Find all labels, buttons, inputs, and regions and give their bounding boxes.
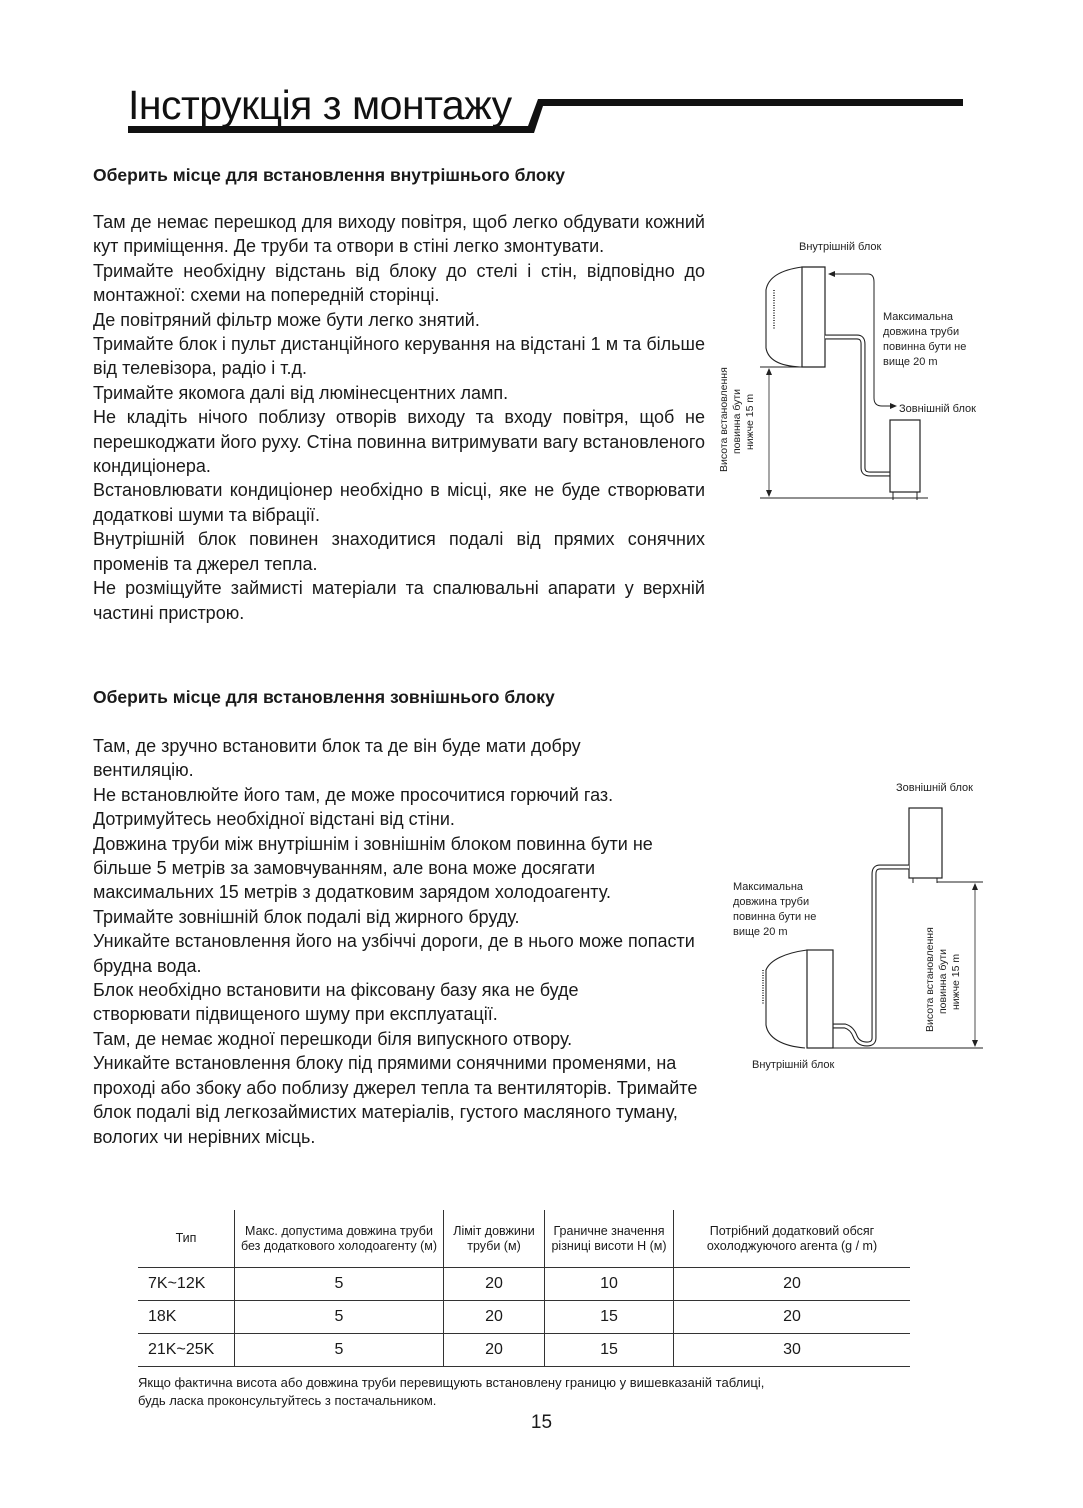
paragraph: Там, де немає жодної перешкоди біля випускного отвору. bbox=[93, 1028, 573, 1049]
diagram-pipe-note: Максимальна довжина труби повинна бути не вище 20 m bbox=[883, 311, 967, 368]
outdoor-section-heading: Оберить місце для встановлення зовнішнього блоку bbox=[93, 687, 555, 707]
paragraph: Тримайте необхідну відстань від блоку до стелі і стін, відповідно до монтажної: схеми на попередній сторінці. bbox=[93, 260, 705, 306]
indoor-section-heading: Оберить місце для встановлення внутрішнього блоку bbox=[93, 165, 566, 185]
outdoor-section-body bbox=[93, 734, 713, 1149]
cell-max-length: 5 bbox=[235, 1334, 444, 1367]
cell-height-limit: 15 bbox=[545, 1301, 674, 1334]
page-number: 15 bbox=[530, 1412, 553, 1433]
paragraph: Тримайте якомога далі від люмінесцентних ламп. bbox=[93, 382, 509, 403]
table-footnote bbox=[138, 1374, 764, 1410]
page-header bbox=[128, 82, 968, 142]
column-header-length-limit: Ліміт довжини труби (м) bbox=[444, 1210, 545, 1268]
paragraph: Там, де зручно встановити блок та де він буде мати добру вентиляцію. bbox=[93, 736, 581, 781]
paragraph: Блок необхідно встановити на фіксовану базу яка не буде створювати підвищеного шуму при експлуатації. bbox=[93, 980, 579, 1025]
diagram-outdoor-label: Зовнішній блок bbox=[899, 403, 976, 415]
paragraph: Уникайте встановлення його на узбіччі дороги, де в нього може попасти брудна вода. bbox=[93, 931, 695, 976]
paragraph: Не кладіть нічого поблизу отворів виходу та входу повітря, щоб не перешкоджати його руху. Стіна повинна витримувати вагу встановленого кондиціонера. bbox=[93, 407, 705, 477]
table-row bbox=[138, 1301, 910, 1334]
cell-extra-refrigerant: 20 bbox=[674, 1268, 911, 1301]
paragraph: Де повітряний фільтр може бути легко знятий. bbox=[93, 309, 480, 330]
page-title: Інструкція з монтажу bbox=[128, 82, 512, 128]
paragraph: Тримайте зовнішній блок подалі від жирного бруду. bbox=[93, 906, 520, 927]
diagram-outdoor-label: Зовнішній блок bbox=[896, 782, 973, 794]
cell-max-length: 5 bbox=[235, 1301, 444, 1334]
table-header-row bbox=[138, 1210, 910, 1268]
cell-length-limit: 20 bbox=[444, 1334, 545, 1367]
paragraph: Там де немає перешкод для виходу повітря, щоб легко обдувати кожний кут приміщення. Де труби та отвори в стіні легко змонтувати. bbox=[93, 212, 705, 257]
cell-height-limit: 15 bbox=[545, 1334, 674, 1367]
cell-height-limit: 10 bbox=[545, 1268, 674, 1301]
outdoor-installation-diagram bbox=[700, 770, 1000, 1080]
cell-type: 18K bbox=[138, 1301, 235, 1334]
cell-type: 7K~12K bbox=[138, 1268, 235, 1301]
paragraph: Тримайте блок і пульт дистанційного керування на відстані 1 м та більше від телевізора, радіо і т.д. bbox=[93, 334, 705, 379]
diagram-indoor-label: Внутрішній блок bbox=[752, 1059, 835, 1071]
column-header-max-length: Макс. допустима довжина труби без додаткового холодоагенту (м) bbox=[235, 1210, 444, 1268]
column-header-type: Тип bbox=[138, 1210, 235, 1268]
diagram-pipe-note: Максимальна довжина труби повинна бути не вище 20 m bbox=[733, 881, 817, 938]
cell-extra-refrigerant: 30 bbox=[674, 1334, 911, 1367]
table-row bbox=[138, 1334, 910, 1367]
footnote-line: Якщо фактична висота або довжина труби перевищують встановлену границю у вишевказаній таблиці, bbox=[138, 1375, 765, 1390]
footnote-line: будь ласка проконсультуйтесь з постачальником. bbox=[138, 1393, 437, 1408]
diagram-height-note: Висота встановлення повинна бути нижче 15 m bbox=[924, 927, 962, 1032]
cell-length-limit: 20 bbox=[444, 1268, 545, 1301]
cell-type: 21K~25K bbox=[138, 1334, 235, 1367]
paragraph: Не розміщуйте займисті матеріали та спалювальні апарати у верхній частині пристрою. bbox=[93, 578, 705, 623]
pipe-spec-table bbox=[138, 1210, 910, 1367]
paragraph: Довжина труби між внутрішнім і зовнішнім блоком повинна бути не більше 5 метрів за замовчуванням, але вона може досягати максимальних 15 метрів з додатковим зарядом холодоагенту. bbox=[93, 833, 653, 903]
cell-max-length: 5 bbox=[235, 1268, 444, 1301]
paragraph: Внутрішній блок повинен знаходитися подалі від прямих сонячних променів та джерел тепла. bbox=[93, 529, 705, 574]
diagram-indoor-label: Внутрішній блок bbox=[799, 241, 882, 253]
indoor-section-body bbox=[93, 210, 705, 625]
paragraph: Не встановлюйте його там, де може просочитися горючий газ. bbox=[93, 784, 614, 805]
cell-extra-refrigerant: 20 bbox=[674, 1301, 911, 1334]
diagram-height-note: Висота встановлення повинна бути нижче 15 m bbox=[718, 367, 756, 472]
column-header-extra-refrigerant: Потрібний додатковий обсяг охолоджуючого агента (g / m) bbox=[674, 1210, 911, 1268]
indoor-installation-diagram bbox=[700, 230, 1000, 510]
cell-length-limit: 20 bbox=[444, 1301, 545, 1334]
paragraph: Дотримуйтесь необхідної відстані від стіни. bbox=[93, 809, 455, 830]
paragraph: Уникайте встановлення блоку під прямими сонячними променями, на проході або збоку або поблизу джерел тепла та вентиляторів. Тримайте блок подалі від легкозаймистих матеріалів, густого масляного туману, вологих чи нерівних місць. bbox=[93, 1053, 698, 1147]
column-header-height-limit: Граничне значення різниці висоти H (м) bbox=[545, 1210, 674, 1268]
table-row bbox=[138, 1268, 910, 1301]
paragraph: Встановлювати кондиціонер необхідно в місці, яке не буде створювати додаткові шуми та вібрації. bbox=[93, 480, 705, 525]
